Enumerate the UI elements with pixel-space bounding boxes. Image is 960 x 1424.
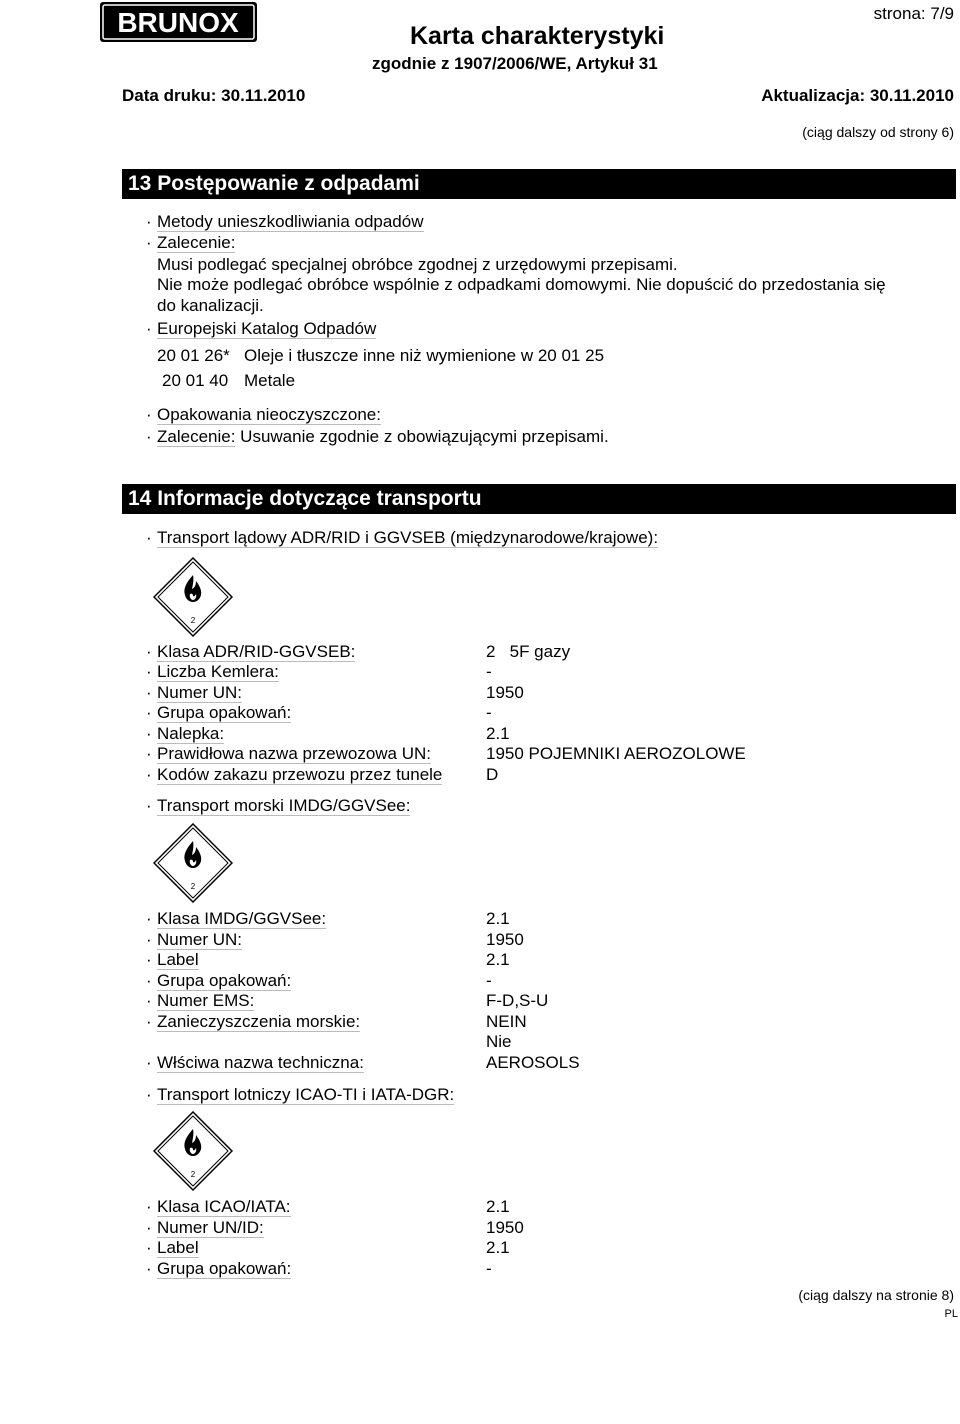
- flammable-gas-diamond-icon: [153, 1111, 233, 1196]
- recommendation-line: Musi podlegać specjalnej obróbce zgodnej z urzędowymi przepisami.: [157, 255, 678, 274]
- section-14-heading: 14 Informacje dotyczące transportu: [122, 484, 956, 514]
- air-transport-label: Transport lotniczy ICAO-TI i IATA-DGR:: [157, 1085, 455, 1104]
- kv-value: 1950: [486, 683, 524, 702]
- flammable-gas-diamond-icon: [153, 823, 233, 908]
- packaging-rec-value: Usuwanie zgodnie z obowiązującymi przepisami.: [240, 427, 609, 446]
- kv-value: 2.1: [486, 950, 510, 969]
- kv-label: · Prawidłowa nazwa przewozowa UN:: [146, 744, 432, 763]
- kv-label: · Numer EMS:: [146, 991, 255, 1010]
- brunox-logo: [100, 2, 257, 42]
- continued-on: (ciąg dalszy na stronie 8): [798, 1287, 954, 1303]
- kv-label: · Grupa opakowań:: [146, 703, 292, 722]
- kv-value: -: [486, 1259, 492, 1278]
- class-number: 2: [190, 1170, 196, 1179]
- packaging-rec-label: Zalecenie:: [157, 427, 236, 446]
- kv-value: 2.1: [486, 1238, 510, 1257]
- document-subtitle: zgodnie z 1907/2006/WE, Artykuł 31: [372, 54, 658, 73]
- kv-label: · Nalepka:: [146, 724, 225, 743]
- page-number: strona: 7/9: [873, 4, 954, 23]
- class-number: 2: [190, 882, 196, 891]
- kv-value: 1950: [486, 1218, 524, 1237]
- recommendation-line: do kanalizacji.: [157, 296, 264, 315]
- kv-value: Nie: [486, 1032, 512, 1051]
- kv-value: 2.1: [486, 1197, 510, 1216]
- flammable-gas-diamond-icon: [153, 557, 233, 642]
- class-number: 2: [190, 616, 196, 625]
- recommendation-row: · Zalecenie:: [146, 233, 236, 252]
- methods-label: Metody unieszkodliwiania odpadów: [157, 212, 424, 231]
- packaging-row: · Opakowania nieoczyszczone:: [146, 405, 381, 424]
- kv-value: 1950: [486, 930, 524, 949]
- kv-value: -: [486, 971, 492, 990]
- kv-label: · Kodów zakazu przewozu przez tunele: [146, 765, 443, 784]
- packaging-recommendation-row: · Zalecenie: Usuwanie zgodnie z obowiązującymi przepisami.: [146, 427, 609, 446]
- update-date: Aktualizacja: 30.11.2010: [761, 86, 954, 105]
- kv-label: · Liczba Kemlera:: [146, 662, 279, 681]
- kv-value: 2.1: [486, 724, 510, 743]
- kv-value: -: [486, 662, 492, 681]
- recommendation-line: Nie może podlegać obróbce wspólnie z odpadkami domowymi. Nie dopuścić do przedostania się: [157, 275, 886, 294]
- kv-label: · Klasa ICAO/IATA:: [146, 1197, 291, 1216]
- kv-label: · Grupa opakowań:: [146, 971, 292, 990]
- kv-value: 2.1: [486, 909, 510, 928]
- packaging-label: Opakowania nieoczyszczone:: [157, 405, 381, 424]
- sea-transport-label: Transport morski IMDG/GGVSee:: [157, 796, 411, 815]
- kv-label: · Klasa IMDG/GGVSee:: [146, 909, 327, 928]
- kv-value: NEIN: [486, 1012, 527, 1031]
- kv-value: 1950 POJEMNIKI AEROZOLOWE: [486, 744, 746, 763]
- continued-from: (ciąg dalszy od strony 6): [802, 124, 954, 140]
- catalog-desc: Metale: [244, 371, 296, 390]
- kv-value: -: [486, 703, 492, 722]
- kv-label: · Numer UN/ID:: [146, 1218, 264, 1237]
- catalog-label: Europejski Katalog Odpadów: [157, 319, 377, 338]
- kv-label: · Numer UN:: [146, 930, 243, 949]
- kv-label: · Grupa opakowań:: [146, 1259, 292, 1278]
- logo-text: BRUNOX: [117, 7, 239, 38]
- kv-label: · Label: [146, 1238, 199, 1257]
- kv-value: AEROSOLS: [486, 1053, 580, 1072]
- kv-label: · Włściwa nazwa techniczna:: [146, 1053, 364, 1072]
- kv-value: 2 5F gazy: [486, 642, 571, 661]
- kv-value: F-D,S-U: [486, 991, 549, 1010]
- catalog-code: 20 01 26*: [157, 346, 230, 365]
- kv-label: · Klasa ADR/RID-GGVSEB:: [146, 642, 356, 661]
- kv-label: · Label: [146, 950, 199, 969]
- catalog-desc: Oleje i tłuszcze inne niż wymienione w 20 01 25: [244, 346, 605, 365]
- kv-value: D: [486, 765, 499, 784]
- kv-label: · Numer UN:: [146, 683, 243, 702]
- air-transport-row: · Transport lotniczy ICAO-TI i IATA-DGR:: [146, 1085, 455, 1104]
- document-title: Karta charakterystyki: [410, 22, 665, 50]
- print-date: Data druku: 30.11.2010: [122, 86, 306, 105]
- land-transport-label: Transport lądowy ADR/RID i GGVSEB (międzynarodowe/krajowe):: [157, 528, 659, 547]
- methods-row: · Metody unieszkodliwiania odpadów: [146, 212, 424, 231]
- sea-transport-row: · Transport morski IMDG/GGVSee:: [146, 796, 411, 815]
- recommendation-label: Zalecenie:: [157, 233, 236, 252]
- section-13-heading: 13 Postępowanie z odpadami: [122, 169, 956, 199]
- catalog-row: · Europejski Katalog Odpadów: [146, 319, 377, 338]
- catalog-code: 20 01 40: [162, 371, 229, 390]
- kv-label: · Zanieczyszczenia morskie:: [146, 1012, 361, 1031]
- land-transport-row: · Transport lądowy ADR/RID i GGVSEB (międzynarodowe/krajowe):: [146, 528, 659, 547]
- language-code: PL: [944, 1308, 958, 1320]
